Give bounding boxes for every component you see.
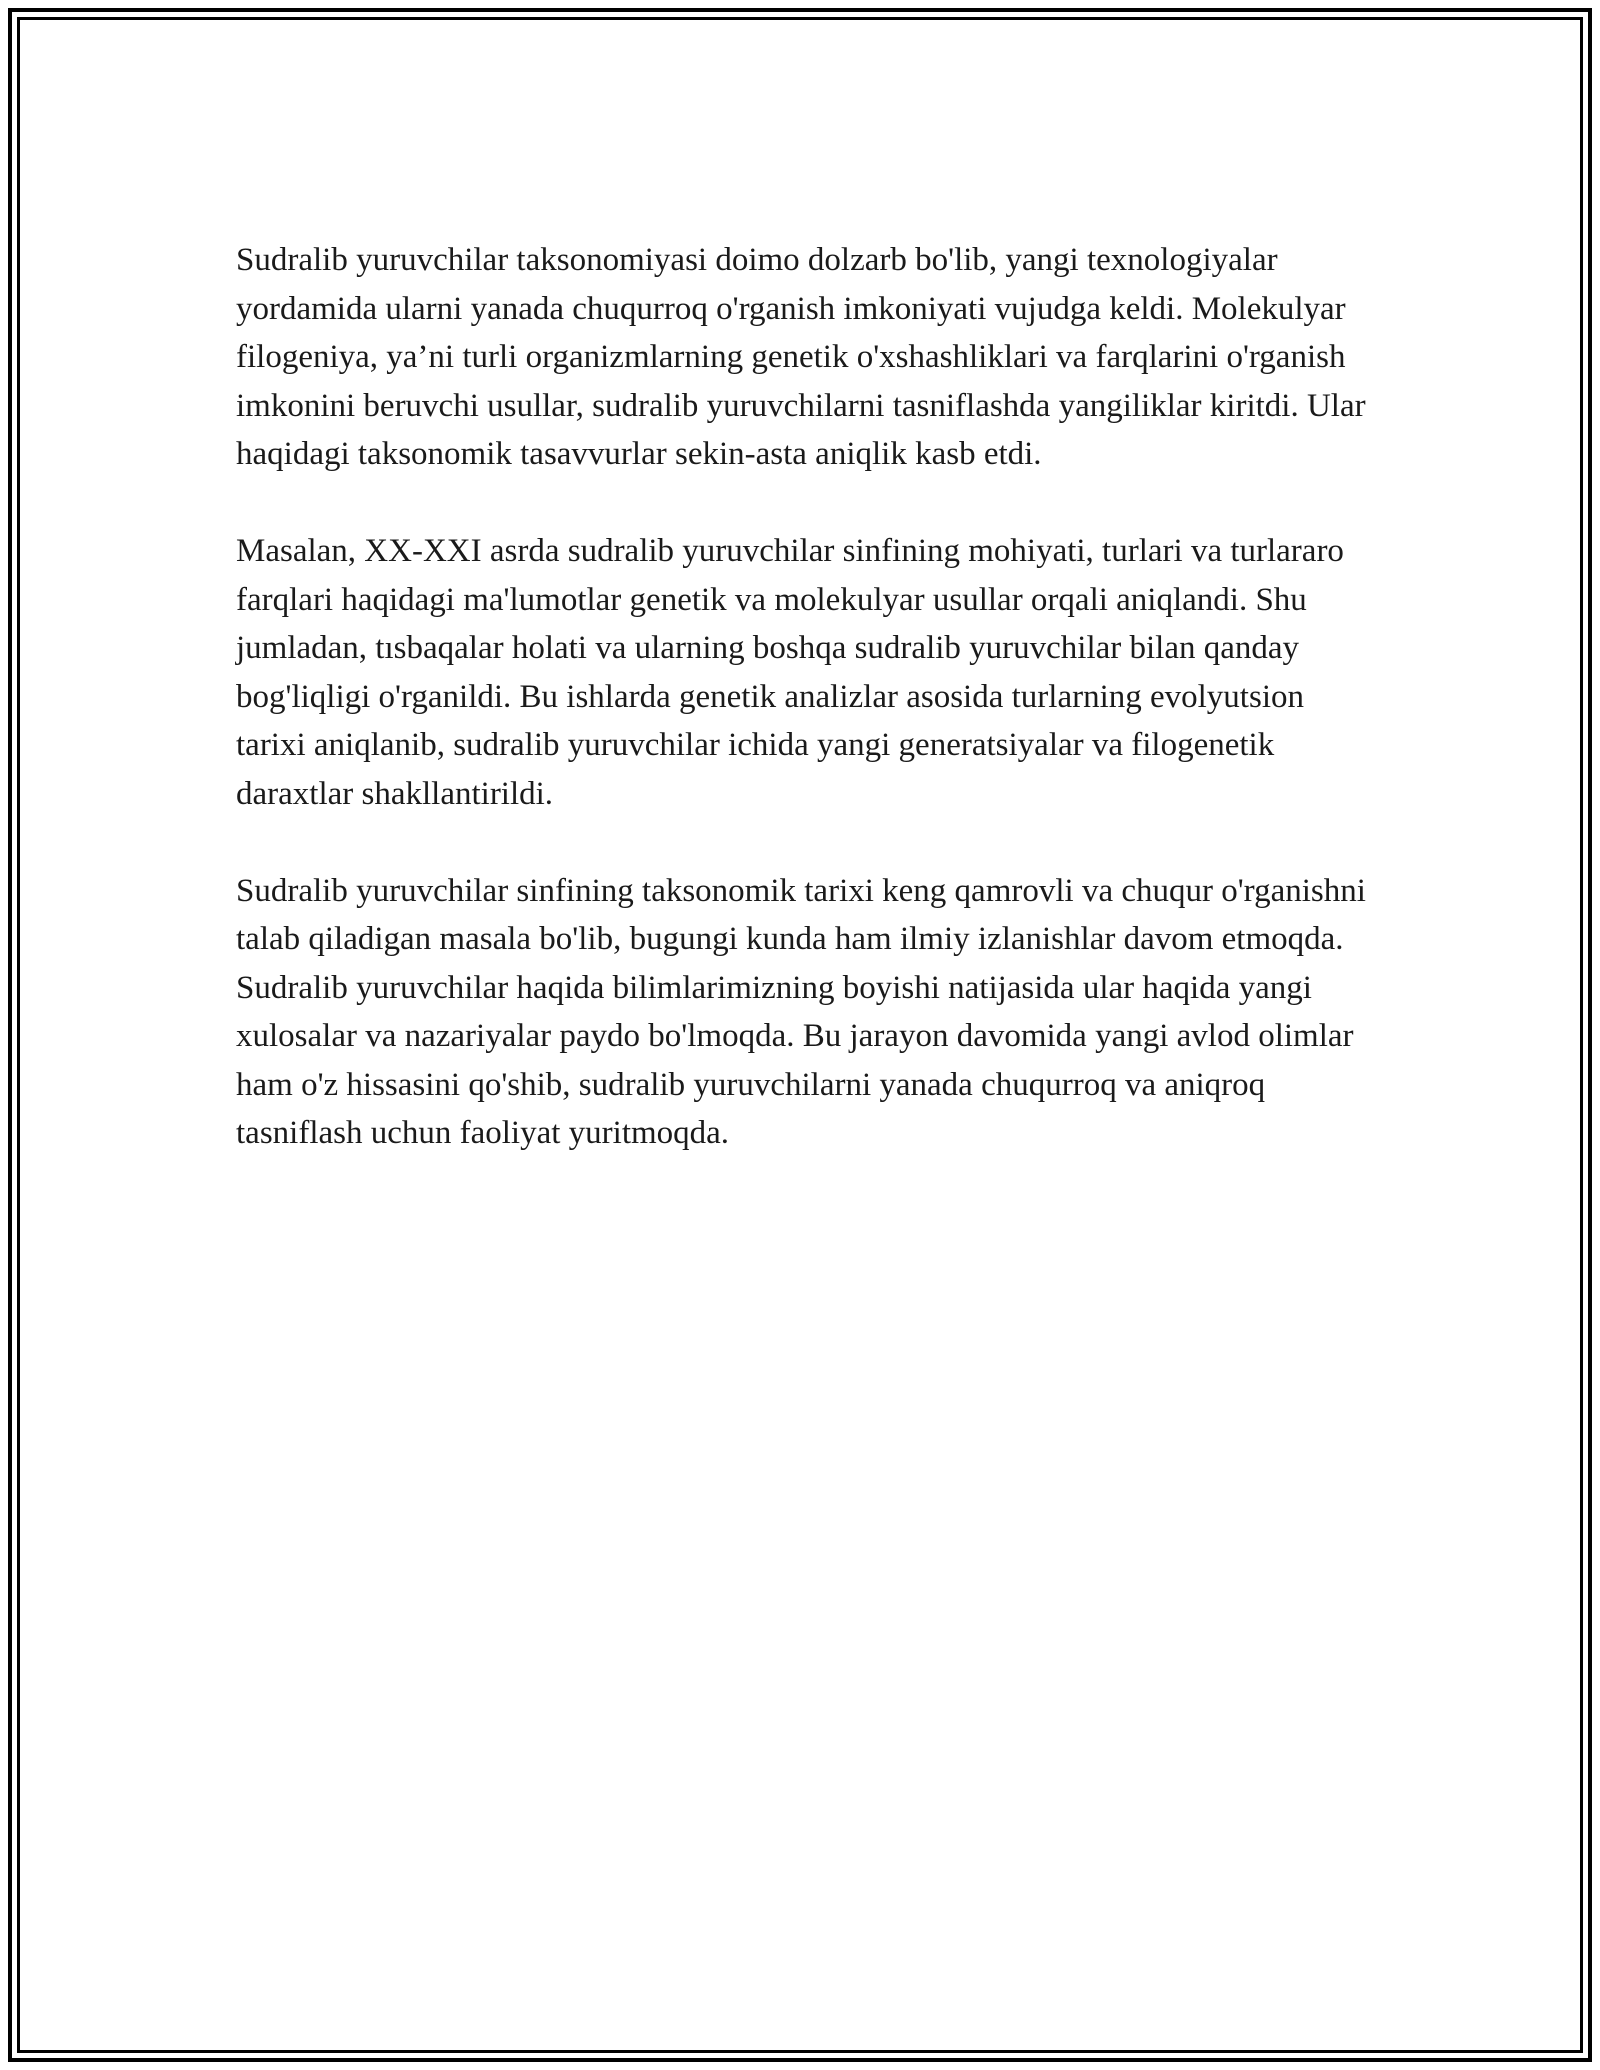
document-body	[236, 236, 1366, 1206]
paragraph-1: Sudralib yuruvchilar taksonomiyasi doimo dolzarb bo'lib, yangi texnologiyalar yordamida ularni yanada chuqurroq o'rganish imkoniyati vujudga keldi. Molekulyar filogeniya, ya’ni turli organizmlarning genetik o'xshashliklari va farqlarini o'rganish imkonini beruvchi usullar, sudralib yuruvchilarni tasniflashda yangiliklar kiritdi. Ular haqidagi taksonomik tasavvurlar sekin-asta aniqlik kasb etdi.	[236, 242, 1366, 472]
paragraph-2: Masalan, XX-XXI asrda sudralib yuruvchilar sinfining mohiyati, turlari va turlararo farqlari haqidagi ma'lumotlar genetik va molekulyar usullar orqali aniqlandi. Shu jumladan, tısbaqalar holati va ularning boshqa sudralib yuruvchilar bilan qanday bog'liqligi o'rganildi. Bu ishlarda genetik analizlar asosida turlarning evolyutsion tarixi aniqlanib, sudralib yuruvchilar ichida yangi generatsiyalar va filogenetik daraxtlar shakllantirildi.	[236, 533, 1344, 812]
paragraph-3: Sudralib yuruvchilar sinfining taksonomik tarixi keng qamrovli va chuqur o'rganishni talab qiladigan masala bo'lib, bugungi kunda ham ilmiy izlanishlar davom etmoqda. Sudralib yuruvchilar haqida bilimlarimizning boyishi natijasida ular haqida yangi xulosalar va nazariyalar paydo bo'lmoqda. Bu jarayon davomida yangi avlod olimlar ham o'z hissasini qo'shib, sudralib yuruvchilarni yanada chuqurroq va aniqroq tasniflash uchun faoliyat yuritmoqda.	[236, 872, 1366, 1151]
